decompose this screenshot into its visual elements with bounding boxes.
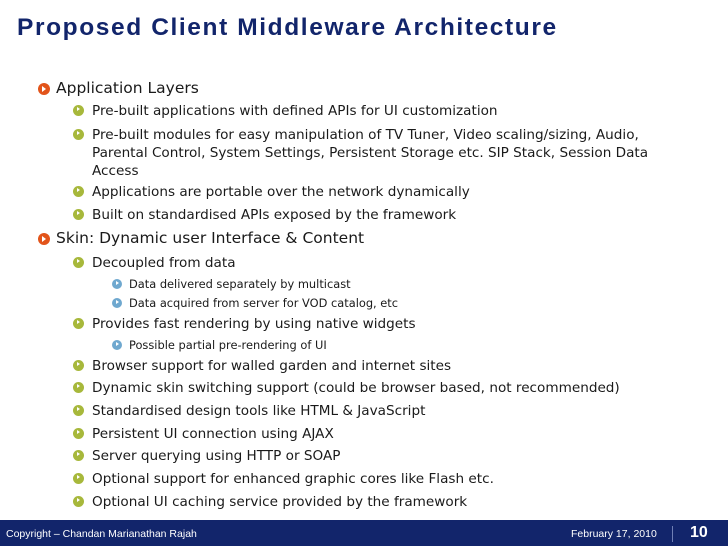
blue-bullet-icon — [112, 340, 122, 350]
green-bullet-icon — [73, 450, 84, 461]
page-number: 10 — [690, 524, 708, 541]
green-bullet-icon — [73, 318, 84, 329]
green-bullet-icon — [73, 186, 84, 197]
blue-bullet-icon — [112, 298, 122, 308]
footer-divider — [672, 526, 673, 542]
footer-copyright: Copyright – Chandan Marianathan Rajah — [6, 528, 197, 540]
green-bullet-icon — [73, 473, 84, 484]
green-bullet-icon — [73, 405, 84, 416]
green-bullet-icon — [73, 360, 84, 371]
green-bullet-icon — [73, 209, 84, 220]
footer-bar — [0, 520, 728, 546]
orange-bullet-icon — [38, 233, 50, 245]
orange-bullet-icon — [38, 83, 50, 95]
green-bullet-icon — [73, 496, 84, 507]
green-bullet-icon — [73, 129, 84, 140]
green-bullet-icon — [73, 428, 84, 439]
slide-title: Proposed Client Middleware Architecture — [17, 14, 558, 41]
footer-date: February 17, 2010 — [571, 528, 657, 540]
green-bullet-icon — [73, 257, 84, 268]
blue-bullet-icon — [112, 279, 122, 289]
green-bullet-icon — [73, 105, 84, 116]
green-bullet-icon — [73, 382, 84, 393]
